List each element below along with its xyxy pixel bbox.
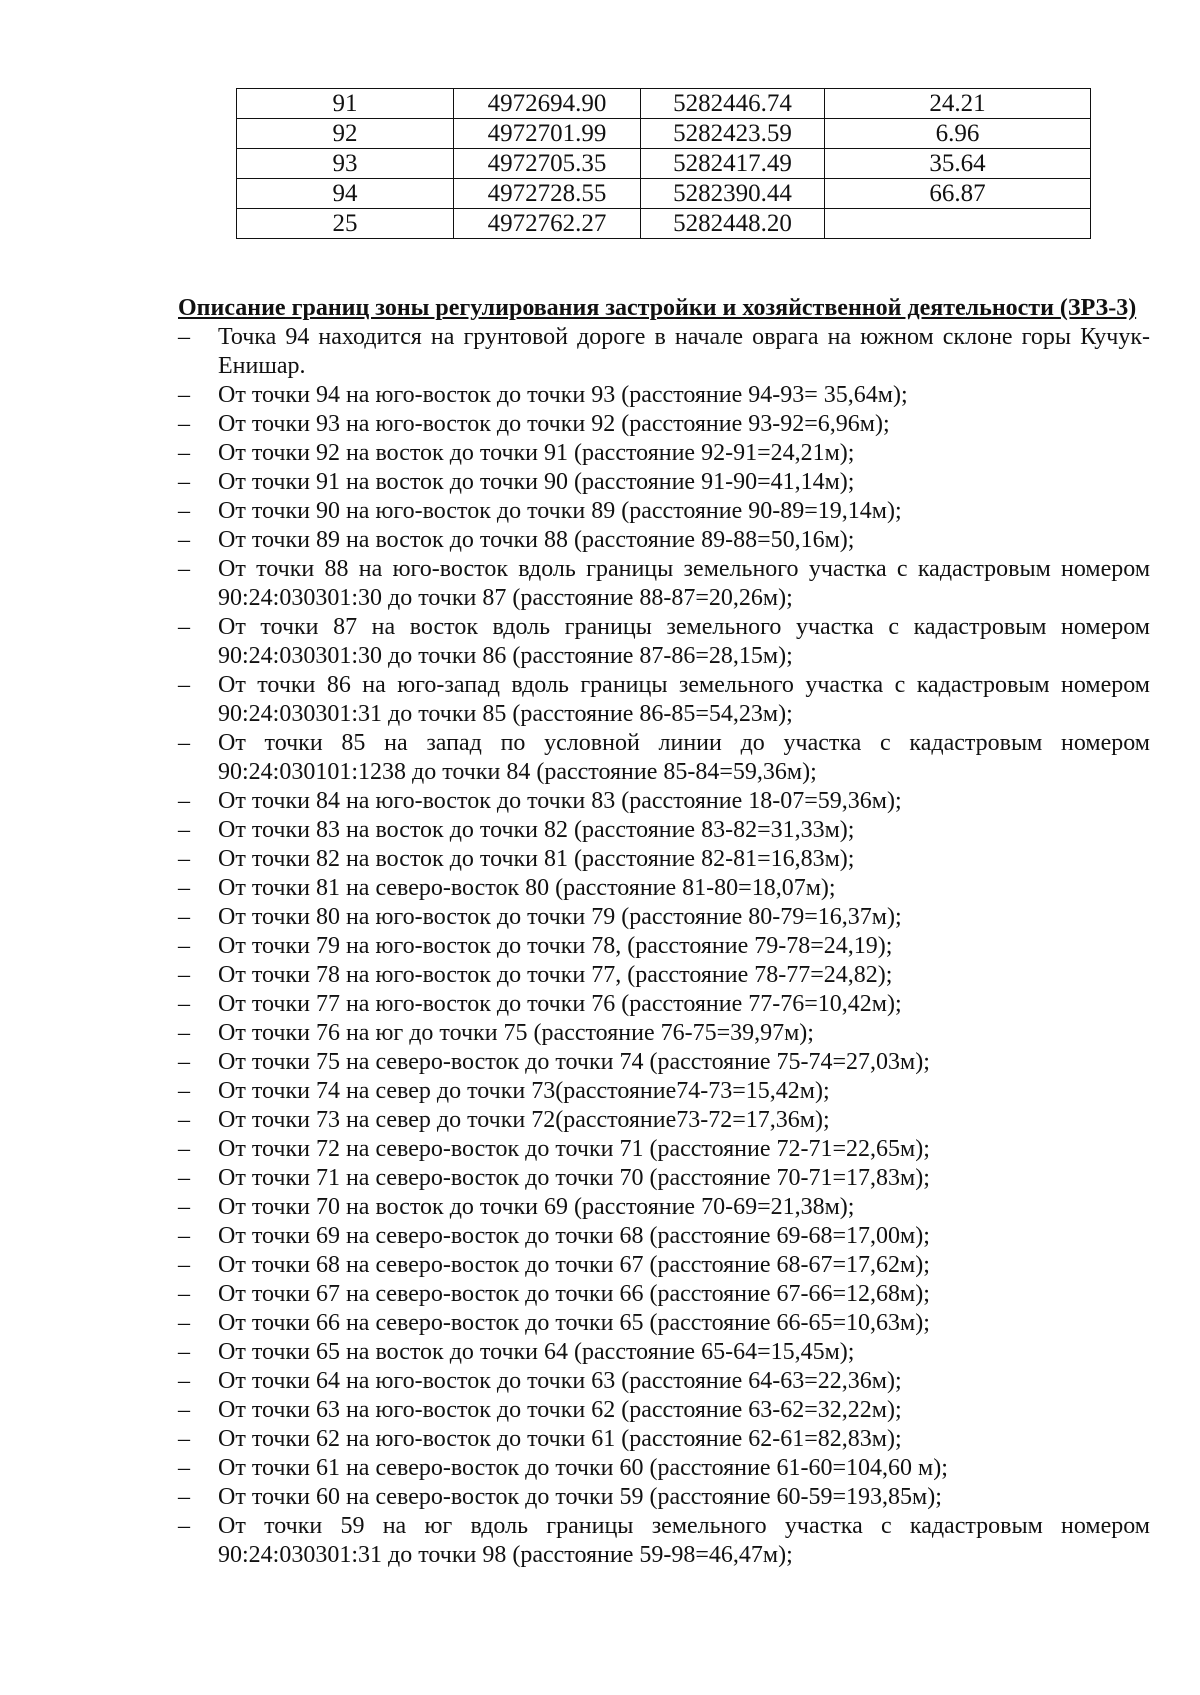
list-item-text: От точки 87 на восток вдоль границы земельного участка с кадастровым номером 90:24:030301:30 до точки 86 (расстояние 87-86=28,15м); [218, 614, 1150, 669]
list-item-text: От точки 91 на восток до точки 90 (расстояние 91-90=41,14м); [218, 469, 855, 495]
table-row [237, 119, 1091, 149]
list-item-text: От точки 80 на юго-восток до точки 79 (расстояние 80-79=16,37м); [218, 904, 902, 930]
list-item-text: Точка 94 находится на грунтовой дороге в начале оврага на южном склоне горы Кучук-Енишар. [218, 324, 1150, 379]
dash-bullet-icon: – [178, 1223, 190, 1249]
list-item-text: От точки 86 на юго-запад вдоль границы земельного участка с кадастровым номером 90:24:030301:31 до точки 85 (расстояние 86-85=54,23м); [218, 672, 1150, 727]
list-item [178, 1367, 1150, 1396]
dash-bullet-icon: – [178, 1049, 190, 1075]
list-item-text: От точки 59 на юг вдоль границы земельного участка с кадастровым номером 90:24:030301:31 до точки 98 (расстояние 59-98=46,47м); [218, 1513, 1150, 1568]
table-cell: 4972762.27 [454, 209, 641, 239]
list-item [178, 1396, 1150, 1425]
list-item [178, 932, 1150, 961]
table-cell: 66.87 [825, 179, 1091, 209]
table-cell: 5282417.49 [641, 149, 825, 179]
list-item [178, 816, 1150, 845]
list-item-text: От точки 77 на юго-восток до точки 76 (расстояние 77-76=10,42м); [218, 991, 902, 1017]
section-heading: Описание границ зоны регулирования застройки и хозяйственной деятельности (ЗРЗ-3) [178, 295, 1137, 321]
list-item [178, 1483, 1150, 1512]
list-item [178, 1106, 1150, 1135]
dash-bullet-icon: – [178, 1426, 190, 1452]
boundary-description-list [178, 323, 1150, 1570]
table-cell [825, 209, 1091, 239]
list-item [178, 381, 1150, 410]
dash-bullet-icon: – [178, 527, 190, 553]
list-item-text: От точки 62 на юго-восток до точки 61 (расстояние 62-61=82,83м); [218, 1426, 902, 1452]
list-item [178, 1048, 1150, 1077]
list-item-text: От точки 66 на северо-восток до точки 65 (расстояние 66-65=10,63м); [218, 1310, 930, 1336]
dash-bullet-icon: – [178, 1078, 190, 1104]
table-cell: 35.64 [825, 149, 1091, 179]
table-cell: 5282446.74 [641, 89, 825, 119]
list-item-text: От точки 69 на северо-восток до точки 68 (расстояние 69-68=17,00м); [218, 1223, 930, 1249]
list-item-text: От точки 75 на северо-восток до точки 74 (расстояние 75-74=27,03м); [218, 1049, 930, 1075]
table-cell: 24.21 [825, 89, 1091, 119]
list-item-text: От точки 60 на северо-восток до точки 59 (расстояние 60-59=193,85м); [218, 1484, 942, 1510]
list-item-text: От точки 76 на юг до точки 75 (расстояние 76-75=39,97м); [218, 1020, 814, 1046]
table-row [237, 89, 1091, 119]
list-item-text: От точки 74 на север до точки 73(расстояние74-73=15,42м); [218, 1078, 830, 1104]
list-item-text: От точки 81 на северо-восток 80 (расстояние 81-80=18,07м); [218, 875, 836, 901]
table-cell: 5282390.44 [641, 179, 825, 209]
list-item-text: От точки 84 на юго-восток до точки 83 (расстояние 18-07=59,36м); [218, 788, 902, 814]
list-item-text: От точки 68 на северо-восток до точки 67 (расстояние 68-67=17,62м); [218, 1252, 930, 1278]
dash-bullet-icon: – [178, 730, 190, 756]
table-cell: 94 [237, 179, 454, 209]
dash-bullet-icon: – [178, 1513, 190, 1539]
list-item [178, 526, 1150, 555]
dash-bullet-icon: – [178, 904, 190, 930]
list-item-text: От точки 93 на юго-восток до точки 92 (расстояние 93-92=6,96м); [218, 411, 890, 437]
list-item-text: От точки 78 на юго-восток до точки 77, (расстояние 78-77=24,82); [218, 962, 893, 988]
dash-bullet-icon: – [178, 498, 190, 524]
dash-bullet-icon: – [178, 933, 190, 959]
dash-bullet-icon: – [178, 1455, 190, 1481]
list-item [178, 729, 1150, 787]
list-item-text: От точки 63 на юго-восток до точки 62 (расстояние 63-62=32,22м); [218, 1397, 902, 1423]
dash-bullet-icon: – [178, 614, 190, 640]
dash-bullet-icon: – [178, 991, 190, 1017]
table-row [237, 209, 1091, 239]
list-item-text: От точки 89 на восток до точки 88 (расстояние 89-88=50,16м); [218, 527, 855, 553]
coordinates-table-body [237, 89, 1091, 239]
dash-bullet-icon: – [178, 875, 190, 901]
dash-bullet-icon: – [178, 1107, 190, 1133]
list-item [178, 439, 1150, 468]
list-item [178, 555, 1150, 613]
list-item-text: От точки 64 на юго-восток до точки 63 (расстояние 64-63=22,36м); [218, 1368, 902, 1394]
list-item-text: От точки 88 на юго-восток вдоль границы земельного участка с кадастровым номером 90:24:030301:30 до точки 87 (расстояние 88-87=20,26м); [218, 556, 1150, 611]
dash-bullet-icon: – [178, 962, 190, 988]
list-item [178, 323, 1150, 381]
list-item-text: От точки 65 на восток до точки 64 (расстояние 65-64=15,45м); [218, 1339, 855, 1365]
dash-bullet-icon: – [178, 1339, 190, 1365]
dash-bullet-icon: – [178, 382, 190, 408]
table-cell: 93 [237, 149, 454, 179]
list-item-text: От точки 90 на юго-восток до точки 89 (расстояние 90-89=19,14м); [218, 498, 902, 524]
list-item [178, 1135, 1150, 1164]
table-cell: 92 [237, 119, 454, 149]
list-item [178, 961, 1150, 990]
list-item [178, 671, 1150, 729]
dash-bullet-icon: – [178, 440, 190, 466]
dash-bullet-icon: – [178, 1281, 190, 1307]
dash-bullet-icon: – [178, 1252, 190, 1278]
dash-bullet-icon: – [178, 1368, 190, 1394]
dash-bullet-icon: – [178, 324, 190, 350]
list-item [178, 903, 1150, 932]
dash-bullet-icon: – [178, 411, 190, 437]
list-item [178, 1425, 1150, 1454]
list-item [178, 845, 1150, 874]
dash-bullet-icon: – [178, 1136, 190, 1162]
list-item-text: От точки 73 на север до точки 72(расстояние73-72=17,36м); [218, 1107, 830, 1133]
table-cell: 4972728.55 [454, 179, 641, 209]
list-item [178, 1193, 1150, 1222]
table-cell: 25 [237, 209, 454, 239]
table-cell: 4972694.90 [454, 89, 641, 119]
table-row [237, 179, 1091, 209]
dash-bullet-icon: – [178, 556, 190, 582]
list-item-text: От точки 70 на восток до точки 69 (расстояние 70-69=21,38м); [218, 1194, 855, 1220]
table-cell: 4972701.99 [454, 119, 641, 149]
list-item-text: От точки 67 на северо-восток до точки 66 (расстояние 67-66=12,68м); [218, 1281, 930, 1307]
dash-bullet-icon: – [178, 672, 190, 698]
dash-bullet-icon: – [178, 469, 190, 495]
list-item-text: От точки 82 на восток до точки 81 (расстояние 82-81=16,83м); [218, 846, 855, 872]
list-item-text: От точки 83 на восток до точки 82 (расстояние 83-82=31,33м); [218, 817, 855, 843]
list-item [178, 1309, 1150, 1338]
list-item-text: От точки 92 на восток до точки 91 (расстояние 92-91=24,21м); [218, 440, 855, 466]
dash-bullet-icon: – [178, 1165, 190, 1191]
list-item [178, 1454, 1150, 1483]
list-item [178, 410, 1150, 439]
list-item [178, 1077, 1150, 1106]
table-cell: 4972705.35 [454, 149, 641, 179]
dash-bullet-icon: – [178, 817, 190, 843]
list-item [178, 1338, 1150, 1367]
dash-bullet-icon: – [178, 1397, 190, 1423]
list-item [178, 1164, 1150, 1193]
list-item [178, 1222, 1150, 1251]
list-item [178, 1280, 1150, 1309]
list-item [178, 874, 1150, 903]
list-item-text: От точки 79 на юго-восток до точки 78, (расстояние 79-78=24,19); [218, 933, 893, 959]
list-item [178, 1251, 1150, 1280]
dash-bullet-icon: – [178, 846, 190, 872]
table-cell: 5282448.20 [641, 209, 825, 239]
list-item [178, 468, 1150, 497]
list-item-text: От точки 72 на северо-восток до точки 71 (расстояние 72-71=22,65м); [218, 1136, 930, 1162]
list-item [178, 787, 1150, 816]
dash-bullet-icon: – [178, 1310, 190, 1336]
table-cell: 6.96 [825, 119, 1091, 149]
list-item [178, 1019, 1150, 1048]
list-item-text: От точки 94 на юго-восток до точки 93 (расстояние 94-93= 35,64м); [218, 382, 908, 408]
dash-bullet-icon: – [178, 1484, 190, 1510]
list-item-text: От точки 85 на запад по условной линии до участка с кадастровым номером 90:24:030101:1238 до точки 84 (расстояние 85-84=59,36м); [218, 730, 1150, 785]
list-item [178, 990, 1150, 1019]
list-item [178, 613, 1150, 671]
table-row [237, 149, 1091, 179]
dash-bullet-icon: – [178, 1194, 190, 1220]
table-cell: 91 [237, 89, 454, 119]
list-item [178, 497, 1150, 526]
list-item-text: От точки 71 на северо-восток до точки 70 (расстояние 70-71=17,83м); [218, 1165, 930, 1191]
list-item [178, 1512, 1150, 1570]
dash-bullet-icon: – [178, 788, 190, 814]
dash-bullet-icon: – [178, 1020, 190, 1046]
table-cell: 5282423.59 [641, 119, 825, 149]
coordinates-table [236, 88, 1091, 239]
list-item-text: От точки 61 на северо-восток до точки 60 (расстояние 61-60=104,60 м); [218, 1455, 948, 1481]
